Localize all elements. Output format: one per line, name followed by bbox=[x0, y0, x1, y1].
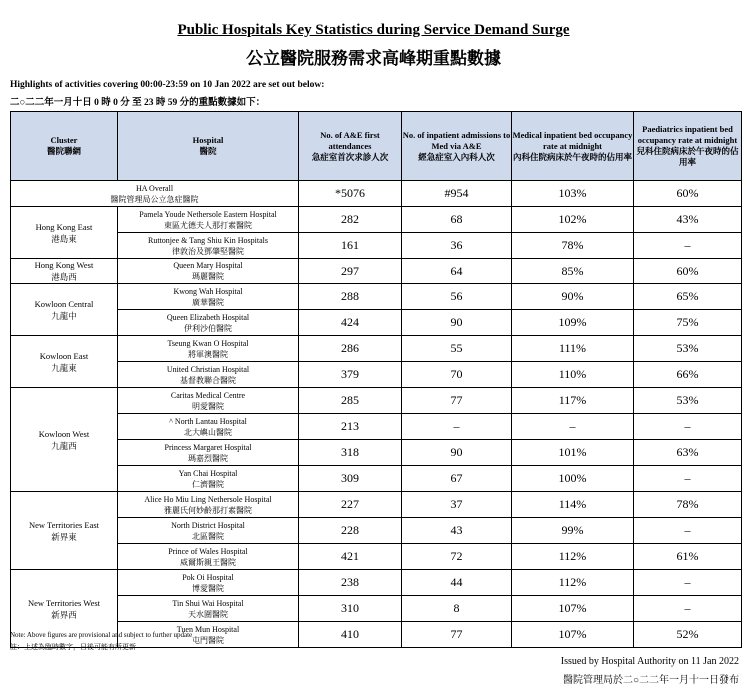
table-row bbox=[11, 544, 742, 570]
header-medical-bed-occupancy: Medical inpatient bed occupancy rate at midnight 內科住院病床於午夜時的佔用率 bbox=[512, 112, 634, 181]
cell-medical-occupancy: 100% bbox=[512, 466, 634, 492]
title-chinese: 公立醫院服務需求高峰期重點數據 bbox=[246, 49, 501, 68]
cluster-cell: Hong Kong East 港島東 bbox=[11, 207, 118, 259]
cell-ae: 282 bbox=[299, 207, 402, 233]
cell-medical-occupancy: 99% bbox=[512, 518, 634, 544]
cell-ae: 310 bbox=[299, 596, 402, 622]
header-row bbox=[11, 112, 742, 181]
cell-ae: 161 bbox=[299, 233, 402, 259]
cell-admissions: 64 bbox=[402, 259, 512, 284]
hospital-name: Pamela Youde Nethersole Eastern Hospital 東區尤德夫人那打素醫院 bbox=[118, 207, 299, 233]
cell-ae: 410 bbox=[299, 622, 402, 648]
cell-paediatrics-occupancy: – bbox=[634, 414, 742, 440]
table-row bbox=[11, 440, 742, 466]
hospital-name: Pok Oi Hospital 博愛醫院 bbox=[118, 570, 299, 596]
issued-by-chinese: 醫院管理局於二○二二年一月十一日發布 bbox=[562, 675, 739, 686]
cell-medical-occupancy: 107% bbox=[512, 596, 634, 622]
cell-admissions: 68 bbox=[402, 207, 512, 233]
hospital-name: Alice Ho Miu Ling Nethersole Hospital 雅麗氏何妙齡那打素醫院 bbox=[118, 492, 299, 518]
cell-ae: *5076 bbox=[299, 181, 402, 207]
cell-admissions: 37 bbox=[402, 492, 512, 518]
cell-admissions: 77 bbox=[402, 388, 512, 414]
hospital-name: Kwong Wah Hospital 廣華醫院 bbox=[118, 284, 299, 310]
cell-paediatrics-occupancy: 60% bbox=[634, 181, 742, 207]
cell-paediatrics-occupancy: 61% bbox=[634, 544, 742, 570]
cell-paediatrics-occupancy: – bbox=[634, 570, 742, 596]
table-row bbox=[11, 596, 742, 622]
cell-paediatrics-occupancy: 43% bbox=[634, 207, 742, 233]
cell-admissions: 90 bbox=[402, 440, 512, 466]
cell-admissions: 43 bbox=[402, 518, 512, 544]
cell-paediatrics-occupancy: 63% bbox=[634, 440, 742, 466]
cell-admissions: 44 bbox=[402, 570, 512, 596]
table-row bbox=[11, 518, 742, 544]
cell-medical-occupancy: 110% bbox=[512, 362, 634, 388]
cell-paediatrics-occupancy: – bbox=[634, 233, 742, 259]
cell-ae: 227 bbox=[299, 492, 402, 518]
cell-admissions: #954 bbox=[402, 181, 512, 207]
hospital-name: Tseung Kwan O Hospital 將軍澳醫院 bbox=[118, 336, 299, 362]
cell-ae: 297 bbox=[299, 259, 402, 284]
cell-medical-occupancy: 101% bbox=[512, 440, 634, 466]
cluster-cell: New Territories West 新界西 bbox=[11, 570, 118, 648]
cell-paediatrics-occupancy: 65% bbox=[634, 284, 742, 310]
highlight-chinese: 二○二二年一月十日 0 時 0 分 至 23 時 59 分的重點數據如下： bbox=[10, 98, 266, 108]
table-row bbox=[11, 259, 742, 284]
cell-medical-occupancy: 78% bbox=[512, 233, 634, 259]
cell-paediatrics-occupancy: 78% bbox=[634, 492, 742, 518]
highlight-english: Highlights of activities covering 00:00-23:59 on 10 Jan 2022 are set out below: bbox=[10, 80, 325, 90]
table-row bbox=[11, 492, 742, 518]
cell-ae: 285 bbox=[299, 388, 402, 414]
cell-medical-occupancy: 112% bbox=[512, 544, 634, 570]
cell-ae: 318 bbox=[299, 440, 402, 466]
header-ae-attendances: No. of A&E first attendances 急症室首次求診人次 bbox=[299, 112, 402, 181]
cell-admissions: 56 bbox=[402, 284, 512, 310]
hospital-name: Princess Margaret Hospital 瑪嘉烈醫院 bbox=[118, 440, 299, 466]
cell-ae: 213 bbox=[299, 414, 402, 440]
statistics-table bbox=[10, 111, 742, 648]
cell-medical-occupancy: 112% bbox=[512, 570, 634, 596]
cell-admissions: 90 bbox=[402, 310, 512, 336]
cell-medical-occupancy: 109% bbox=[512, 310, 634, 336]
cell-ae: 309 bbox=[299, 466, 402, 492]
hospital-name: Queen Mary Hospital 瑪麗醫院 bbox=[118, 259, 299, 284]
issued-by-english: Issued by Hospital Authority on 11 Jan 2022 bbox=[560, 656, 739, 667]
title-english: Public Hospitals Key Statistics during Service Demand Surge bbox=[177, 22, 570, 38]
cell-admissions: 8 bbox=[402, 596, 512, 622]
table-row-ha-overall bbox=[11, 181, 742, 207]
cell-medical-occupancy: 103% bbox=[512, 181, 634, 207]
hospital-name: Tuen Mun Hospital 屯門醫院 bbox=[118, 622, 299, 648]
cell-ae: 288 bbox=[299, 284, 402, 310]
cell-medical-occupancy: 107% bbox=[512, 622, 634, 648]
cell-ae: 379 bbox=[299, 362, 402, 388]
cell-medical-occupancy: – bbox=[512, 414, 634, 440]
hospital-name: United Christian Hospital 基督教聯合醫院 bbox=[118, 362, 299, 388]
table-row bbox=[11, 310, 742, 336]
cell-ae: 286 bbox=[299, 336, 402, 362]
ha-overall-label: HA Overall 醫院管理局公立急症醫院 bbox=[11, 181, 299, 207]
hospital-name: North District Hospital 北區醫院 bbox=[118, 518, 299, 544]
cell-admissions: 55 bbox=[402, 336, 512, 362]
table-row bbox=[11, 336, 742, 362]
table-row bbox=[11, 466, 742, 492]
table-row bbox=[11, 414, 742, 440]
header-cluster: Cluster 醫院聯網 bbox=[11, 112, 118, 181]
footnote-english: Note: Above figures are provisional and subject to further update bbox=[10, 631, 193, 639]
cell-ae: 228 bbox=[299, 518, 402, 544]
cell-paediatrics-occupancy: 66% bbox=[634, 362, 742, 388]
cell-ae: 238 bbox=[299, 570, 402, 596]
footnote-chinese: 註：上述為臨時數字，日後可能有所更新 bbox=[10, 643, 136, 651]
cell-medical-occupancy: 85% bbox=[512, 259, 634, 284]
table-row bbox=[11, 207, 742, 233]
table-row bbox=[11, 362, 742, 388]
cell-medical-occupancy: 117% bbox=[512, 388, 634, 414]
cell-admissions: 77 bbox=[402, 622, 512, 648]
cluster-cell: New Territories East 新界東 bbox=[11, 492, 118, 570]
table-row bbox=[11, 233, 742, 259]
cell-paediatrics-occupancy: 75% bbox=[634, 310, 742, 336]
cell-admissions: 72 bbox=[402, 544, 512, 570]
hospital-name: Prince of Wales Hospital 威爾斯親王醫院 bbox=[118, 544, 299, 570]
cell-admissions: 70 bbox=[402, 362, 512, 388]
table-row bbox=[11, 388, 742, 414]
cell-paediatrics-occupancy: 53% bbox=[634, 388, 742, 414]
cluster-cell: Kowloon West 九龍西 bbox=[11, 388, 118, 492]
cell-admissions: 67 bbox=[402, 466, 512, 492]
cell-admissions: – bbox=[402, 414, 512, 440]
cell-medical-occupancy: 114% bbox=[512, 492, 634, 518]
header-hospital: Hospital 醫院 bbox=[118, 112, 299, 181]
hospital-name: Tin Shui Wai Hospital 天水圍醫院 bbox=[118, 596, 299, 622]
hospital-name: ^ North Lantau Hospital 北大嶼山醫院 bbox=[118, 414, 299, 440]
cell-ae: 421 bbox=[299, 544, 402, 570]
cell-paediatrics-occupancy: 52% bbox=[634, 622, 742, 648]
cell-admissions: 36 bbox=[402, 233, 512, 259]
table-row bbox=[11, 284, 742, 310]
hospital-name: Caritas Medical Centre 明愛醫院 bbox=[118, 388, 299, 414]
cell-paediatrics-occupancy: 53% bbox=[634, 336, 742, 362]
hospital-name: Queen Elizabeth Hospital 伊利沙伯醫院 bbox=[118, 310, 299, 336]
hospital-name: Yan Chai Hospital 仁濟醫院 bbox=[118, 466, 299, 492]
header-inpatient-admissions: No. of inpatient admissions to Med via A&E 經急症室入內科人次 bbox=[402, 112, 512, 181]
cluster-cell: Hong Kong West 港島西 bbox=[11, 259, 118, 284]
cell-paediatrics-occupancy: – bbox=[634, 518, 742, 544]
table-row bbox=[11, 570, 742, 596]
cell-medical-occupancy: 111% bbox=[512, 336, 634, 362]
cell-medical-occupancy: 102% bbox=[512, 207, 634, 233]
cluster-cell: Kowloon East 九龍東 bbox=[11, 336, 118, 388]
header-paediatrics-bed-occupancy: Paediatrics inpatient bed occupancy rate at midnight 兒科住院病床於午夜時的佔用率 bbox=[634, 112, 742, 181]
cell-ae: 424 bbox=[299, 310, 402, 336]
cell-paediatrics-occupancy: 60% bbox=[634, 259, 742, 284]
cell-medical-occupancy: 90% bbox=[512, 284, 634, 310]
cell-paediatrics-occupancy: – bbox=[634, 596, 742, 622]
cell-paediatrics-occupancy: – bbox=[634, 466, 742, 492]
cluster-cell: Kowloon Central 九龍中 bbox=[11, 284, 118, 336]
hospital-name: Ruttonjee & Tang Shiu Kin Hospitals 律敦治及鄧肇堅醫院 bbox=[118, 233, 299, 259]
